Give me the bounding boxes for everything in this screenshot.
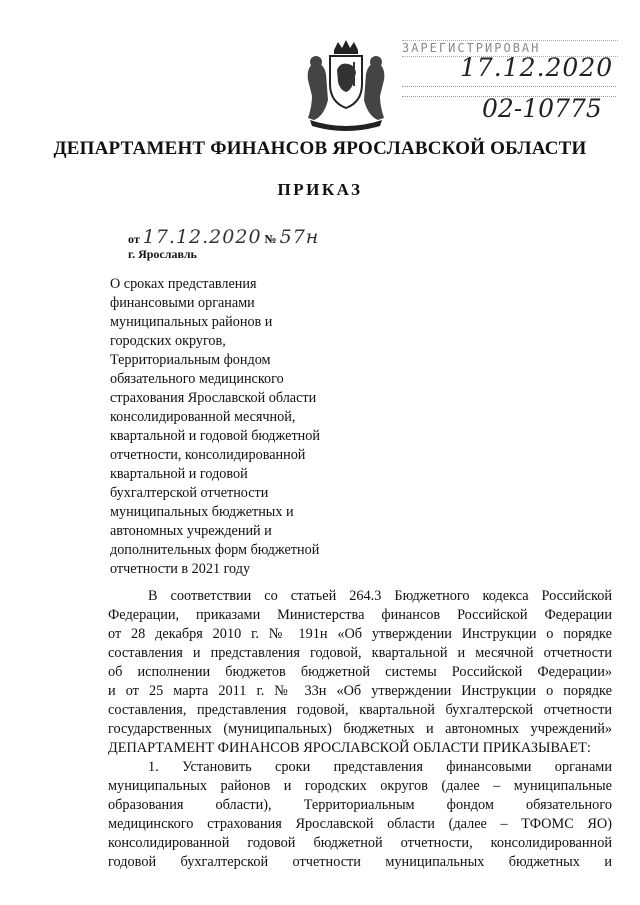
order-number: 57н: [279, 226, 320, 248]
body-line: ДЕПАРТАМЕНТ ФИНАНСОВ ЯРОСЛАВСКОЙ ОБЛАСТИ ПРИКАЗЫВАЕТ:: [108, 740, 591, 756]
subject-line: консолидированной месячной,: [110, 409, 296, 425]
registration-stamp: [396, 36, 624, 134]
subject-line: О сроках представления: [110, 276, 257, 292]
department-heading: ДЕПАРТАМЕНТ ФИНАНСОВ ЯРОСЛАВСКОЙ ОБЛАСТИ: [53, 138, 587, 159]
subject-line: автономных учреждений и: [110, 523, 272, 539]
subject-line: отчетности, консолидированной: [110, 447, 306, 463]
body-line: об исполнении бюджетов бюджетной системы Российской Федерации»: [108, 664, 612, 680]
order-body: [108, 587, 612, 872]
subject-line: квартальной и годовой: [110, 466, 248, 482]
order-city: г. Ярославль: [128, 247, 197, 261]
order-date-number: [128, 226, 319, 248]
stamp-header: ЗАРЕГИСТРИРОВАН: [402, 40, 618, 57]
subject-line: квартальной и годовой бюджетной: [110, 428, 320, 444]
body-line: и от 25 марта 2011 г. № 33н «Об утверждении Инструкции о порядке: [108, 683, 612, 699]
subject-line: финансовыми органами: [110, 295, 255, 311]
body-line: Федерации, приказами Министерства финансов Российской Федерации: [108, 607, 612, 623]
subject-line: страхования Ярославской области: [110, 390, 317, 406]
body-line: 1. Установить сроки представления финансовыми органами: [148, 759, 612, 775]
stamp-date: 17.12.2020: [460, 53, 614, 82]
order-subject: [110, 275, 370, 579]
subject-line: Территориальным фондом: [110, 352, 271, 368]
body-line: составления и представления годовой, квартальной и месячной отчетности: [108, 645, 612, 661]
body-line: составления, представления годовой, квартальной бухгалтерской отчетности: [108, 702, 612, 718]
subject-line: отчетности в 2021 году: [110, 561, 251, 577]
order-date: 17.12.2020: [142, 226, 262, 248]
order-number-label: №: [264, 232, 277, 246]
body-line: В соответствии со статьей 264.3 Бюджетного кодекса Российской: [148, 588, 612, 604]
body-line: консолидированной годовой бюджетной отчетности, консолидированной: [108, 835, 612, 851]
stamp-number: 02-10775: [482, 94, 602, 123]
subject-line: муниципальных районов и: [110, 314, 273, 330]
subject-line: городских округов,: [110, 333, 226, 349]
body-line: государственных (муниципальных) бюджетных и автономных учреждений»: [108, 721, 612, 737]
subject-line: обязательного медицинского: [110, 371, 284, 387]
document-type-title: ПРИКАЗ: [277, 180, 363, 199]
subject-line: бухгалтерской отчетности: [110, 485, 269, 501]
order-from-label: от: [128, 232, 140, 246]
coat-of-arms-emblem: [300, 40, 392, 132]
body-line: образования области), Территориальным фондом обязательного: [108, 797, 612, 813]
subject-line: муниципальных бюджетных и: [110, 504, 294, 520]
body-line: медицинского страхования Ярославской области (далее – ТФОМС ЯО): [108, 816, 612, 832]
body-line: от 28 декабря 2010 г. № 191н «Об утверждении Инструкции о порядке: [108, 626, 612, 642]
subject-line: дополнительных форм бюджетной: [110, 542, 320, 558]
body-line: годовой бухгалтерской отчетности муниципальных бюджетных и: [108, 854, 612, 870]
body-line: муниципальных районов и городских округов (далее – муниципальные: [108, 778, 612, 794]
